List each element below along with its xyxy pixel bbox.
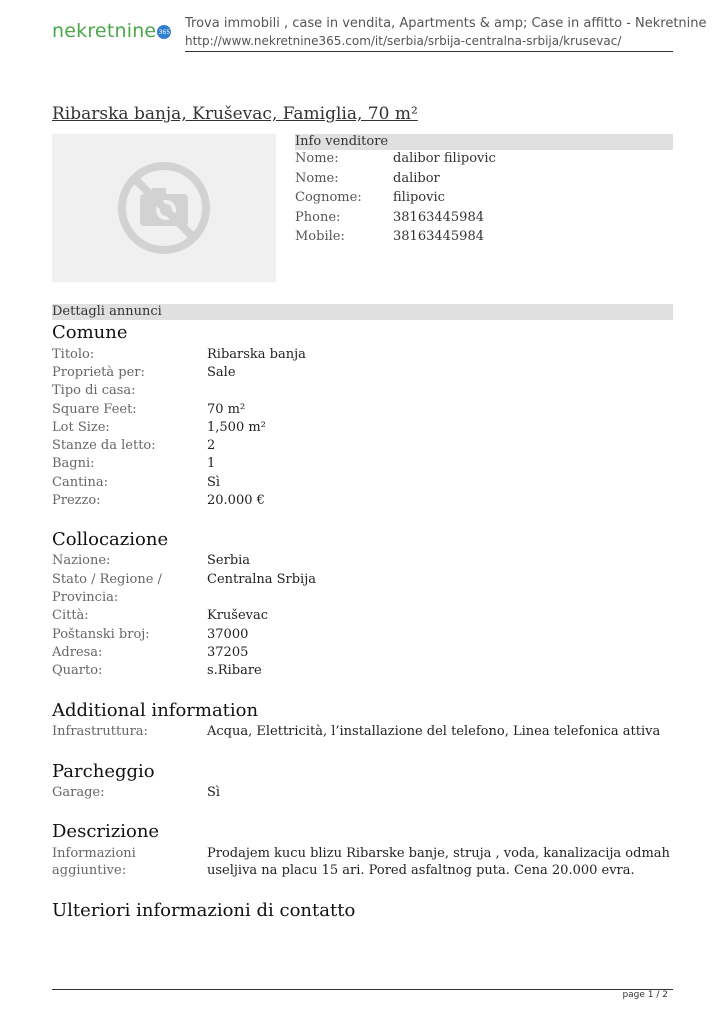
detail-label: Poštanski broj:	[52, 627, 150, 642]
detail-label: Square Feet:	[52, 402, 137, 417]
detail-value: s.Ribare	[207, 663, 262, 678]
detail-label: Lot Size:	[52, 420, 110, 435]
no-photo-icon	[114, 158, 214, 258]
logo-badge: 365	[157, 25, 171, 39]
detail-value: 37205	[207, 645, 249, 660]
page-header	[0, 0, 725, 54]
detail-value: Centralna Srbija	[207, 572, 316, 587]
detail-label: Infrastruttura:	[52, 724, 148, 739]
detail-label: Stato / Regione /	[52, 572, 162, 587]
seller-label: Nome:	[295, 151, 339, 166]
header-title: Trova immobili , case in vendita, Apartments & amp; Case in affitto - Nekretnine	[185, 16, 707, 31]
logo-text: nekretnine	[52, 20, 157, 42]
listing-photo	[52, 134, 276, 282]
listing-title[interactable]: Ribarska banja, Kruševac, Famiglia, 70 m²	[52, 104, 418, 124]
detail-label: Adresa:	[52, 645, 103, 660]
seller-row	[295, 210, 484, 226]
seller-row	[295, 171, 440, 187]
detail-value: 2	[207, 438, 216, 453]
detail-label: Tipo di casa:	[52, 383, 136, 398]
header-divider	[185, 51, 673, 52]
detail-value: Acqua, Elettricità, l’installazione del telefono, Linea telefonica attiva	[207, 724, 661, 739]
detail-value: Sale	[207, 365, 236, 380]
detail-value: Sì	[207, 475, 221, 490]
seller-value: filipovic	[393, 190, 445, 205]
detail-label: Proprietà per:	[52, 365, 145, 380]
detail-value: Sì	[207, 785, 221, 800]
detail-value: 1,500 m²	[207, 420, 266, 435]
section-heading-comune: Comune	[52, 322, 128, 343]
detail-label: Quarto:	[52, 663, 103, 678]
detail-value: 37000	[207, 627, 249, 642]
seller-label: Nome:	[295, 171, 339, 186]
detail-value: Prodajem kucu blizu Ribarske banje, struja , voda, kanalizacija odmah useljiva na placu 15 ari. Pored asfaltnog puta. Cena 20.000 evra.	[207, 846, 670, 878]
detail-label: Informazioni aggiuntive:	[52, 846, 136, 878]
detail-label: Stanze da letto:	[52, 438, 156, 453]
detail-value: 70 m²	[207, 402, 246, 417]
detail-label: Cantina:	[52, 475, 108, 490]
detail-label: Nazione:	[52, 553, 111, 568]
seller-value: 38163445984	[393, 210, 484, 225]
detail-label: Titolo:	[52, 347, 95, 362]
seller-info-heading: Info venditore	[295, 134, 673, 150]
section-heading-descrizione: Descrizione	[52, 821, 160, 842]
section-heading-contact: Ulteriori informazioni di contatto	[52, 900, 356, 921]
detail-value: Serbia	[207, 553, 251, 568]
detail-label: Bagni:	[52, 456, 95, 471]
seller-value: dalibor filipovic	[393, 151, 496, 166]
detail-label: Città:	[52, 608, 89, 623]
footer-divider	[52, 989, 673, 990]
detail-value: 1	[207, 456, 216, 471]
section-heading-parcheggio: Parcheggio	[52, 761, 155, 782]
detail-label: Garage:	[52, 785, 105, 800]
seller-row	[295, 190, 445, 206]
detail-label: Prezzo:	[52, 493, 101, 508]
seller-value: dalibor	[393, 171, 440, 186]
seller-value: 38163445984	[393, 229, 484, 244]
detail-value: Kruševac	[207, 608, 269, 623]
detail-label: Provincia:	[52, 590, 119, 605]
section-heading-additional: Additional information	[52, 700, 259, 721]
section-heading-collocazione: Collocazione	[52, 529, 169, 550]
seller-label: Cognome:	[295, 190, 362, 205]
details-bar: Dettagli annunci	[52, 304, 673, 320]
site-logo[interactable]	[52, 20, 171, 42]
detail-value: 20.000 €	[207, 493, 265, 508]
seller-row	[295, 151, 496, 167]
detail-value: Ribarska banja	[207, 347, 306, 362]
seller-label: Phone:	[295, 210, 341, 225]
header-url[interactable]: http://www.nekretnine365.com/it/serbia/srbija-centralna-srbija/krusevac/	[185, 34, 622, 48]
page-number: page 1 / 2	[622, 990, 668, 1000]
seller-label: Mobile:	[295, 229, 345, 244]
seller-row	[295, 229, 484, 245]
